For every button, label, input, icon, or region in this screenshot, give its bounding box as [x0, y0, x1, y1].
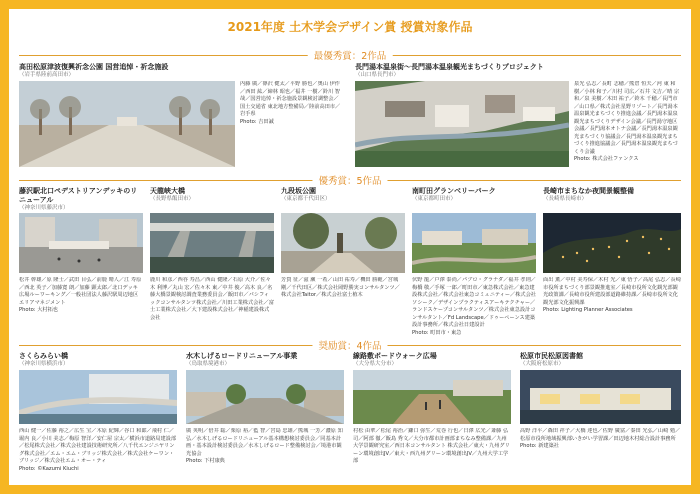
photo-credit: Photo: 株式会社ファンクス: [574, 156, 639, 162]
credits: 芳賀 征／滋 瀬 一希／山田 祐寿／機田 勝範／宮城 剛／千代田区／株式会社岡野勝実コンサルタンツ／株式会社Taitor／株式会社富士植木: [281, 277, 400, 298]
work-name: 天龍峡大橋: [150, 187, 185, 195]
work-photo: [281, 213, 405, 273]
work-location: （長野県飯田市）: [150, 196, 195, 202]
work-name: 高田松原津波復興祈念公園 国営追悼・祈念施設: [19, 63, 169, 71]
photo-credit: Photo: ©Kazumi Kiuchi: [19, 465, 79, 472]
credits: 内藤 廣／篠沢 健太／平野 勝也／奥山 伊作／西田 紘／締林 昭也／福井 一樹／鈴川 智哉／国営追悼・祈念施設景観検討調整会／国土交通省 東北地方整備局／陸前高田市／岩手県 Photo: 吉田誠: [240, 81, 343, 171]
page-title: 2021年度 土木学会デザイン賞 授賞対象作品: [227, 20, 473, 34]
photo-credit: Photo: Lighting Planner Associates: [543, 307, 633, 313]
work-location: （神奈川県横浜市）: [19, 361, 69, 367]
credits: 松井 幹雄／原 隆士／武田 目弘／前鹿 晴人／江 寿原／西北 英子／加藤寛 朗／加藤 顕太郎／北口デッキ広場ルーワーキング／一般社団法人藤沢駅周辺地区エリアマネジメント Photo: 大村拓也: [19, 277, 142, 313]
section-top-award: [19, 49, 681, 61]
work-name: 松原市民松原図書館: [520, 352, 583, 360]
work-name: 藤沢駅北口ペデストリアンデッキのリニューアル: [19, 187, 138, 204]
award-card-matsubara-library: [520, 352, 681, 482]
award-card-tenryukyo: [150, 187, 274, 327]
work-photo: [520, 370, 681, 424]
work-location: （鳥取県境港市）: [186, 361, 231, 367]
photo-credit: Photo: 新建築社: [520, 443, 559, 449]
work-photo: [355, 81, 569, 167]
section-excellence-award: [19, 174, 681, 186]
work-name: 線路敷ボードウォーク広場: [353, 352, 437, 360]
work-photo: [186, 370, 344, 424]
credits: 鹿川 和彦／西谷 寿昌／西山 健隆／石原 大介／佐々木 利博／丸山 宏／佐々木 東／中井 俊／高木 良／名藤大橋景観検討調査業務委員会／飯田市／パシフィックコンサルタンツ株式会社／川田工業株式会社／富士工業株式会社／大下建設株式会社／神稲建設株式会社: [150, 277, 274, 321]
award-card-boardwalk: [353, 352, 511, 482]
work-name: 九段坂公園: [281, 187, 316, 195]
page: [9, 9, 691, 485]
section-label: 最優秀賞：2作品: [308, 48, 393, 62]
award-card-mizuki-road: [186, 352, 344, 482]
award-card-nagasaki: [543, 187, 681, 327]
award-card-fujisawa: [19, 187, 143, 327]
section-label: 奨励賞：4作品: [312, 338, 387, 352]
section-label: 優秀賞：5作品: [312, 173, 387, 187]
award-card-minamimachida: [412, 187, 536, 339]
credits: 廣 英明／倍井 聡／栗原 裕／藍 智／宮島 忠雄／熊城 一芳／濃原 知弘／水木しげるロードリニューアル基本構想検討委員会／同基本計画・基本設計検討委員会／水木しげるロード整備検討会／境港市観光協会 Photo: 下村康典: [186, 428, 343, 464]
credits: 西山 健一／佐藤 裕之／広生 宝／木原 紀輝／谷口 和郎／飛村 仁／堀内 良／小川 美志／梅原 智洋／安仁屋 宗太／横浜市道路局建設部／松尾株式会社／株式会社建設技術研究所／八千代エンジニヤリング株式会社／エム・エム・ブリッジ株式会社／株式会社ケーワン・ブリッジ／株式会社エム・オー・ティ Photo: ©Kazumi Kiuchi: [19, 428, 177, 472]
work-location: （東京都千代田区）: [281, 196, 331, 202]
work-photo: [19, 81, 235, 167]
credits: 面出 薫／中村 美寿保／木村 光／東 悟子／高尾 弘志／長崎市役所まちづくり部景観推進室／長崎市役所文化観光部観光政策課／長崎市役所建設部道路維持課／長崎市役所文化観光部文化振興課 Photo: Lighting Planner Associates: [543, 277, 681, 313]
work-name: 水木しげるロードリニューアル事業: [186, 352, 298, 360]
credits: 村松 由華／松尾 裕治／鎌口 弥生／荒巻 行也／日澤 広光／斎藤 弘司／阿部 徹／飯島 秀文／大分市都市計画部まちなみ整備課／九州大学景観研究室／西日本コンサルタント 株式会社／東大・九州グリーン環境創出JV／東大・西九州グリーン環境創出JV／九州大学工学部: [353, 428, 510, 464]
work-location: （大阪府松原市）: [520, 361, 565, 367]
photo-credit: Photo: 吉田誠: [240, 118, 274, 125]
work-location: （山口県長門市）: [355, 72, 400, 78]
work-photo: [543, 213, 681, 273]
work-location: （東京都町田市）: [412, 196, 457, 202]
work-name: さくらみらい橋: [19, 352, 68, 360]
credits: 泉光 弘志／長町 志穂／熊倉 恒夫／河 東 和樹／小林 和子／川村 司広／石井 文吉／晴 宗 和／泉 美樹／木田 祐子／鈴木 千穂／長門市／山口県／株式会社星野リゾート／長門湯本温泉観光まちづくり推進会議／長門湯本温泉観光まちづくりデザイン会議／長門湯守地区会議／長門湯本オトナ会議／長門湯本温泉観光まちづくり協議会／長門湯本温泉観光まちづくり推進協議会／長門湯本温泉観光まちづくり会議 Photo: 株式会社ファンクス: [574, 81, 680, 162]
award-card-nagato: [355, 63, 681, 173]
photo-credit: Photo: 下村康典: [186, 458, 225, 464]
work-photo: [412, 213, 536, 273]
work-photo: [19, 213, 143, 273]
work-location: （岩手県陸前高田市）: [19, 72, 75, 78]
work-photo: [150, 213, 274, 273]
award-card-sakuramirai: [19, 352, 177, 482]
work-name: 長崎市まちなか夜間景観整備: [543, 187, 634, 195]
section-encouragement-award: [19, 339, 681, 351]
photo-credit: Photo: 町田市・東急: [412, 329, 462, 336]
work-name: 南町田グランベリーパーク: [412, 187, 496, 195]
credits: 伏野 龍／戸澤 泰尚／パブロ・グラナダ／福井 孝則／梅橋 敬／手塚 一郎／町田市／東急株式会社／東急建設株式会社／株式会社東急コミュニティー／株式会社ソシーク／デザインプラクティスアーキテクチャー／ランドスケープコンサルタンツ／株式会社東急設計コンサルタント／Fd Landscape／ドゥーペーンス建築設計事務所／株式会社日建設計 Photo: 町田市・東急: [412, 277, 536, 336]
award-card-takata: [19, 63, 344, 173]
work-name: 長門湯本温泉街〜長門湯本温泉観光まちづくりプロジェクト: [355, 63, 544, 71]
work-photo: [353, 370, 511, 424]
photo-credit: Photo: 大村拓也: [19, 307, 58, 313]
work-photo: [19, 370, 177, 424]
award-card-kudanzaka: [281, 187, 405, 327]
work-location: （神奈川県藤沢市）: [19, 205, 69, 211]
credits: 高野 洋平／森田 祥子／大橋 達也／佐野 廣富／秦田 光弘／山崎 勉／松原市役所地域振興部いきがい学習課／田辺地木村総合設計事務所 Photo: 新建築社: [520, 428, 681, 449]
work-location: （大分県大分市）: [353, 361, 398, 367]
work-location: （長崎県長崎市）: [543, 196, 588, 202]
